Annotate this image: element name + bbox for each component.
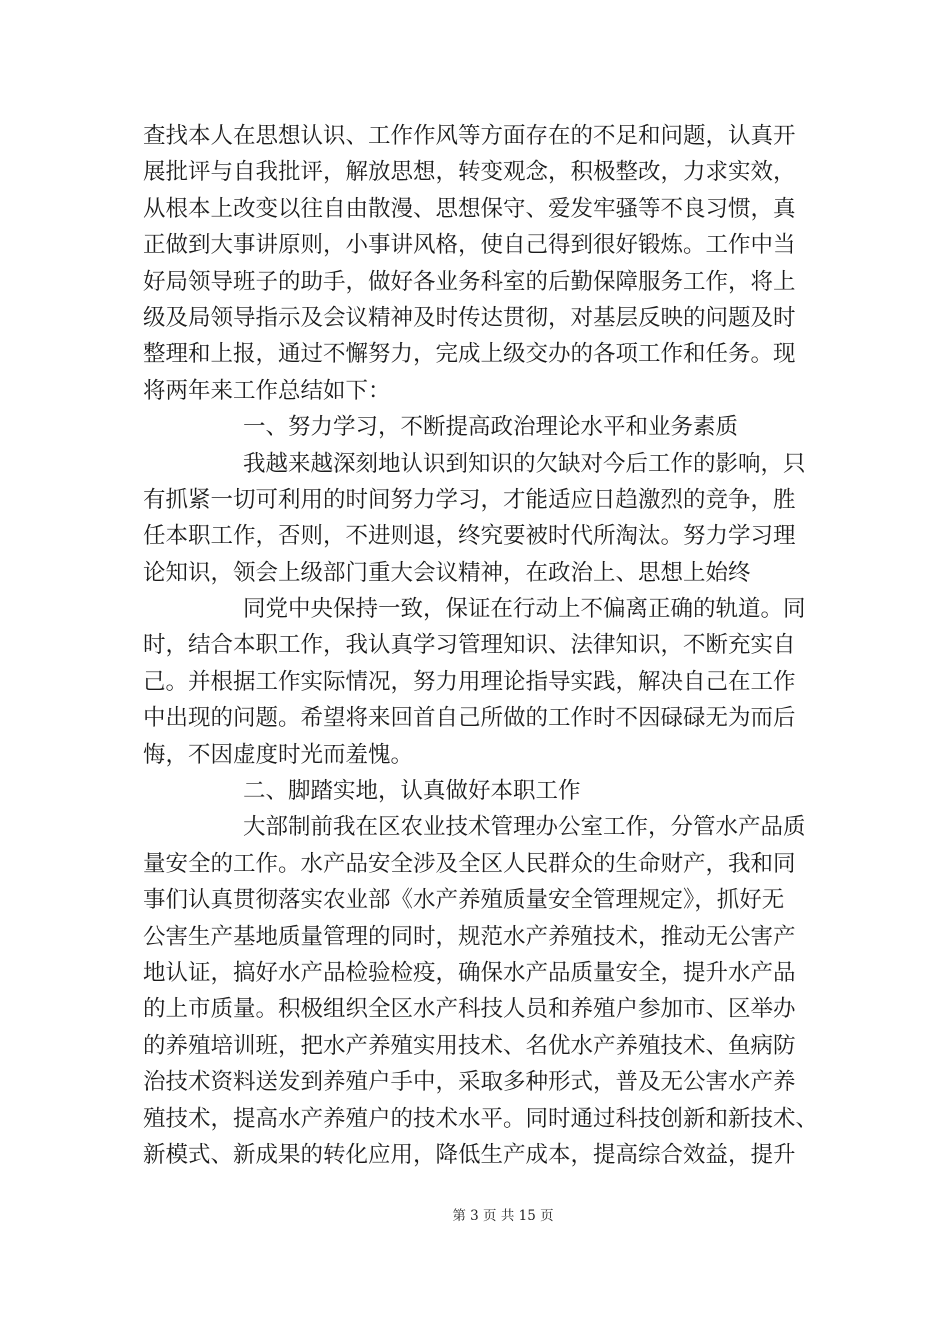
section-heading-1: 一、努力学习，不断提高政治理论水平和业务素质 bbox=[243, 414, 739, 441]
section-heading-2: 二、脚踏实地，认真做好本职工作 bbox=[243, 778, 581, 805]
text-line: 展批评与自我批评，解放思想，转变观念，积极整改，力求实效， bbox=[143, 159, 796, 186]
text-line: 的上市质量。积极组织全区水产科技人员和养殖户参加市、区举办 bbox=[143, 996, 796, 1023]
text-line: 公害生产基地质量管理的同时，规范水产养殖技术，推动无公害产 bbox=[143, 923, 796, 950]
text-line: 新模式、新成果的转化应用，降低生产成本，提高综合效益，提升 bbox=[143, 1141, 796, 1168]
text-line: 整理和上报，通过不懈努力，完成上级交办的各项工作和任务。现 bbox=[143, 341, 796, 368]
text-line: 正做到大事讲原则，小事讲风格，使自己得到很好锻炼。工作中当 bbox=[143, 232, 796, 259]
text-line: 中出现的问题。希望将来回首自己所做的工作时不因碌碌无为而后 bbox=[143, 705, 796, 732]
text-line: 事们认真贯彻落实农业部《水产养殖质量安全管理规定》，抓好无 bbox=[143, 887, 785, 914]
paragraph-start: 同党中央保持一致，保证在行动上不偏离正确的轨道。同 bbox=[243, 596, 806, 623]
text-line: 从根本上改变以往自由散漫、思想保守、爱发牢骚等不良习惯，真 bbox=[143, 195, 796, 222]
text-line: 将两年来工作总结如下： bbox=[143, 377, 391, 404]
text-line: 的养殖培训班，把水产养殖实用技术、名优水产养殖技术、鱼病防 bbox=[143, 1032, 796, 1059]
text-line: 好局领导班子的助手，做好各业务科室的后勤保障服务工作，将上 bbox=[143, 268, 796, 295]
page-number-footer: 第 3 页 共 15 页 bbox=[452, 1208, 554, 1224]
text-line: 有抓紧一切可利用的时间努力学习，才能适应日趋激烈的竞争，胜 bbox=[143, 486, 796, 513]
text-line: 殖技术，提高水产养殖户的技术水平。同时通过科技创新和新技术、 bbox=[143, 1105, 819, 1132]
text-line: 查找本人在思想认识、工作作风等方面存在的不足和问题，认真开 bbox=[143, 123, 796, 149]
text-line: 任本职工作，否则，不进则退，终究要被时代所淘汰。努力学习理 bbox=[143, 523, 796, 550]
paragraph-start: 大部制前我在区农业技术管理办公室工作，分管水产品质 bbox=[243, 814, 806, 841]
text-line: 地认证，搞好水产品检验检疫，确保水产品质量安全，提升水产品 bbox=[143, 959, 796, 986]
text-line: 论知识，领会上级部门重大会议精神，在政治上、思想上始终 bbox=[143, 559, 751, 586]
text-line: 己。并根据工作实际情况，努力用理论指导实践，解决自己在工作 bbox=[143, 668, 796, 695]
text-line: 级及局领导指示及会议精神及时传达贯彻，对基层反映的问题及时 bbox=[143, 304, 796, 331]
text-line: 悔，不因虚度时光而羞愧。 bbox=[143, 741, 414, 768]
text-line: 量安全的工作。水产品安全涉及全区人民群众的生命财产，我和同 bbox=[143, 850, 796, 877]
text-line: 时，结合本职工作，我认真学习管理知识、法律知识，不断充实自 bbox=[143, 632, 796, 659]
paragraph-start: 我越来越深刻地认识到知识的欠缺对今后工作的影响，只 bbox=[243, 450, 806, 477]
text-line: 治技术资料送发到养殖户手中，采取多种形式，普及无公害水产养 bbox=[143, 1069, 796, 1096]
body-text bbox=[143, 118, 819, 1173]
